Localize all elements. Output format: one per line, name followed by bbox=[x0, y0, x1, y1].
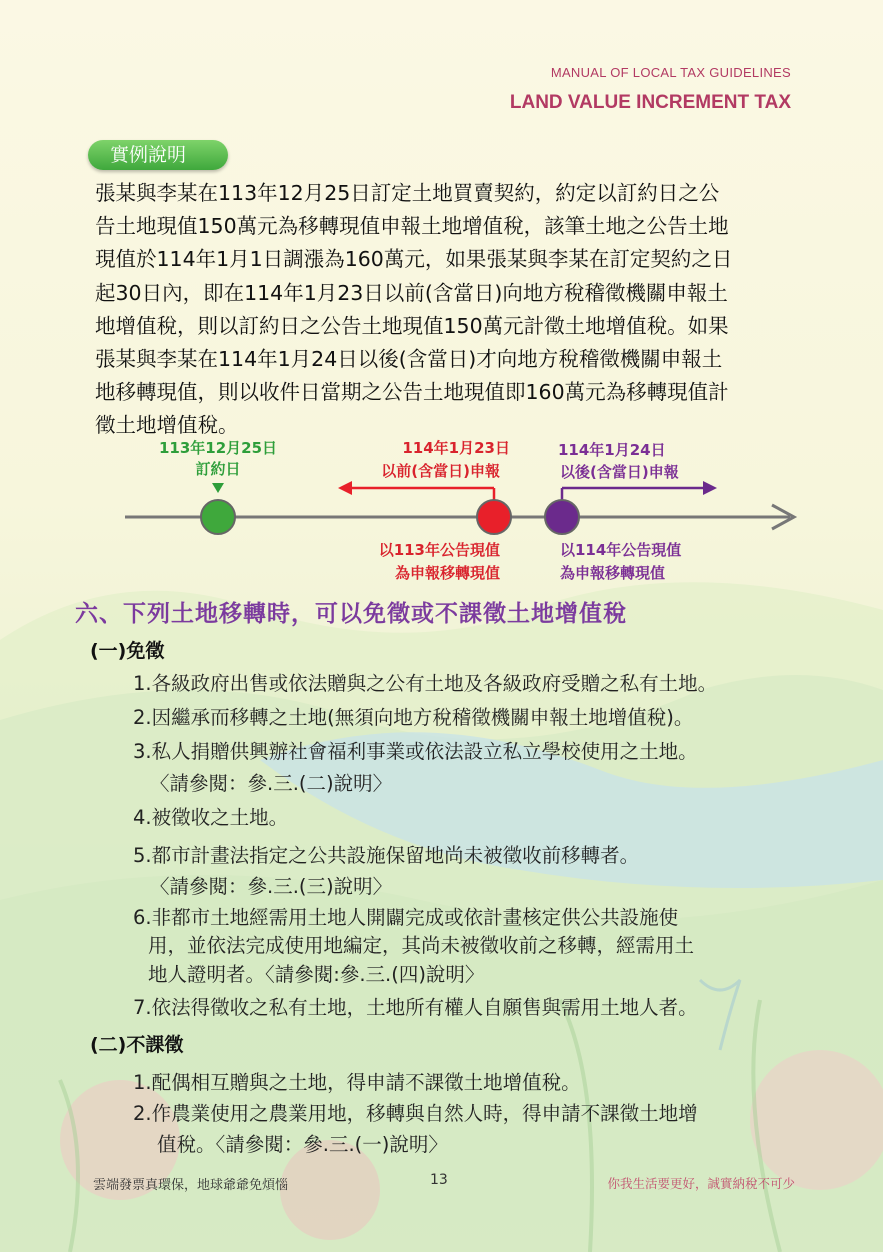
example-line: 張某與李某在114年1月24日以後(含當日)才向地方稅稽徵機關申報土 bbox=[95, 347, 723, 372]
page-number: 13 bbox=[430, 1172, 448, 1188]
list-item: 2.因繼承而移轉之土地(無須向地方稅稽徵機關申報土地增值稅)。 bbox=[133, 706, 694, 729]
list-item: 1.各級政府出售或依法贈與之公有土地及各級政府受贈之私有土地。 bbox=[133, 672, 718, 695]
subsection-exempt: (一)免徵 bbox=[90, 640, 165, 662]
list-item-continuation: 地人證明者。〈請參閱:參.三.(四)說明〉 bbox=[148, 963, 485, 986]
signing-marker-icon bbox=[212, 483, 224, 493]
before-arrowhead bbox=[338, 481, 352, 495]
deadline-dot bbox=[477, 500, 511, 534]
after-date-dot bbox=[545, 500, 579, 534]
list-item: 4.被徵收之土地。 bbox=[133, 806, 289, 829]
example-line: 地移轉現值，則以收件日當期之公告土地現值即160萬元為移轉現值計 bbox=[95, 380, 729, 405]
list-item: 5.都市計畫法指定之公共設施保留地尚未被徵收前移轉者。 bbox=[133, 844, 640, 867]
signing-label: 訂約日 bbox=[195, 460, 241, 478]
list-item-continuation: 用，並依法完成使用地編定，其尚未被徵收前之移轉，經需用土 bbox=[148, 934, 695, 957]
signing-date: 113年12月25日 bbox=[158, 439, 278, 457]
example-line: 張某與李某在113年12月25日訂定土地買賣契約，約定以訂約日之公 bbox=[95, 181, 720, 205]
list-item: 7.依法得徵收之私有土地，土地所有權人自願售與需用土地人者。 bbox=[133, 996, 698, 1019]
list-item: 6.非都市土地經需用土地人開闢完成或依計畫核定供公共設施使 bbox=[133, 906, 679, 929]
deadline-label: 以前(含當日)申報 bbox=[381, 462, 500, 480]
purple-note-line1: 以114年公告現值 bbox=[560, 541, 682, 559]
tax-title-header: LAND VALUE INCREMENT TAX bbox=[509, 92, 791, 113]
after-arrowhead bbox=[703, 481, 717, 495]
list-item: 2.作農業使用之農業用地，移轉與自然人時，得申請不課徵土地增 bbox=[133, 1102, 698, 1125]
subsection-non-levy: (二)不課徵 bbox=[90, 1034, 184, 1056]
purple-note-line2: 為申報移轉現值 bbox=[560, 564, 666, 582]
example-line: 起30日內，即在114年1月23日以前(含當日)向地方稅稽徵機關申報土 bbox=[95, 280, 728, 305]
red-note-line1: 以113年公告現值 bbox=[378, 541, 500, 559]
reference-note: 〈請參閱：參.三.(二)說明〉 bbox=[150, 772, 393, 795]
signing-date-dot bbox=[201, 500, 235, 534]
after-date: 114年1月24日 bbox=[558, 441, 666, 459]
example-line: 地增值稅，則以訂約日之公告土地現值150萬元計徵土地增值稅。如果 bbox=[95, 313, 729, 338]
red-note-line2: 為申報移轉現值 bbox=[394, 564, 500, 582]
example-line: 現值於114年1月1日調漲為160萬元，如果張某與李某在訂定契約之日 bbox=[95, 247, 733, 272]
after-label: 以後(含當日)申報 bbox=[560, 463, 679, 481]
footer-slogan-left: 雲端發票真環保，地球爺爺免煩惱 bbox=[93, 1178, 289, 1193]
example-badge: 實例說明 bbox=[88, 140, 228, 170]
timeline-diagram bbox=[0, 0, 883, 620]
list-item-continuation: 值稅。〈請參閱：參.三.(一)說明〉 bbox=[157, 1133, 448, 1156]
footer-slogan-right: 你我生活要更好，誠實納稅不可少 bbox=[607, 1176, 795, 1191]
example-line: 告土地現值150萬元為移轉現值申報土地增值稅，該筆土地之公告土地 bbox=[95, 214, 729, 239]
list-item: 1.配偶相互贈與之土地，得申請不課徵土地增值稅。 bbox=[133, 1071, 581, 1094]
list-item: 3.私人捐贈供興辦社會福利事業或依法設立私立學校使用之土地。 bbox=[133, 740, 698, 763]
example-line: 徵土地增值稅。 bbox=[95, 413, 239, 438]
manual-header: MANUAL OF LOCAL TAX GUIDELINES bbox=[550, 65, 791, 80]
deadline-date: 114年1月23日 bbox=[402, 439, 510, 457]
section-title: 六、下列土地移轉時，可以免徵或不課徵土地增值稅 bbox=[75, 601, 627, 627]
reference-note: 〈請參閱：參.三.(三)說明〉 bbox=[150, 875, 393, 898]
